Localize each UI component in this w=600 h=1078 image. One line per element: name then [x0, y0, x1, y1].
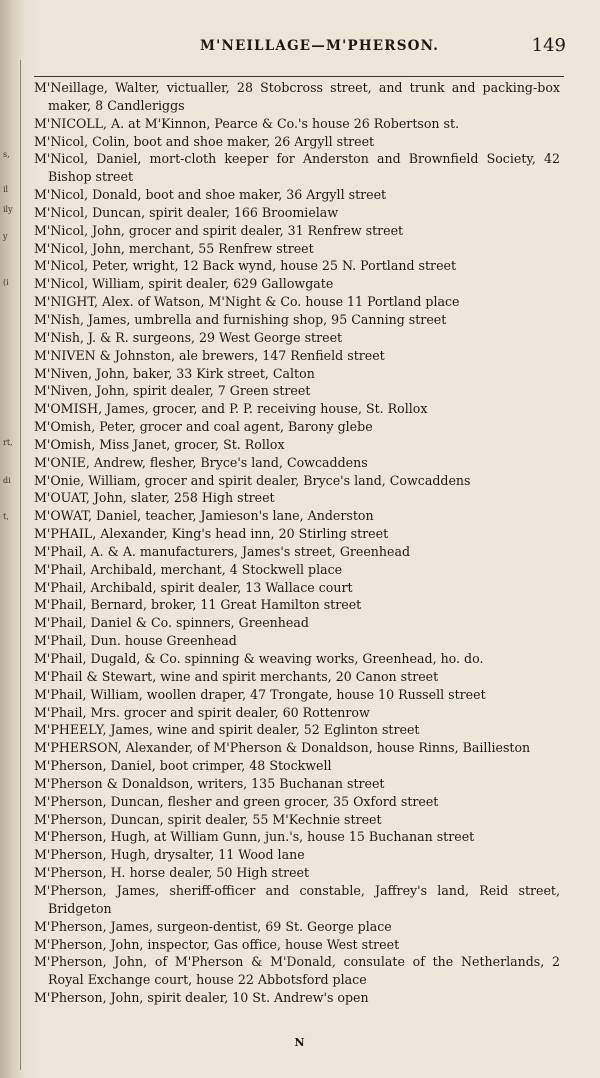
- directory-entry: M'Neillage, Walter, victualler, 28 Stobcross street, and trunk and packing-box maker, 8 Candleriggs: [34, 80, 560, 113]
- directory-entry: M'Omish, Peter, grocer and coal agent, Barony glebe: [34, 419, 373, 435]
- directory-entry: M'PHAIL, Alexander, King's head inn, 20 Stirling street: [34, 526, 389, 542]
- directory-entry: M'NIGHT, Alex. of Watson, M'Night & Co. house 11 Portland place: [34, 294, 460, 310]
- directory-entry: M'Nicol, John, grocer and spirit dealer, 31 Renfrew street: [34, 222, 404, 238]
- page-title: M'NEILLAGE—M'PHERSON.: [200, 38, 440, 54]
- directory-entry: M'Pherson, Duncan, spirit dealer, 55 M'Kechnie street: [34, 811, 382, 827]
- directory-entry: M'Niven, John, baker, 33 Kirk street, Calton: [34, 365, 315, 381]
- gutter-rule: [20, 60, 21, 1070]
- header-rule: [34, 76, 564, 77]
- directory-entry: M'Pherson, Daniel, boot crimper, 48 Stockwell: [34, 758, 332, 774]
- directory-entry: M'Pherson, Hugh, at William Gunn, jun.'s, house 15 Buchanan street: [34, 829, 475, 845]
- directory-entry: M'Pherson, James, surgeon-dentist, 69 St. George place: [34, 918, 392, 934]
- margin-mark: rt,: [3, 438, 13, 447]
- margin-mark: (i: [3, 278, 9, 287]
- directory-entry: M'Phail, William, woollen draper, 47 Trongate, house 10 Russell street: [34, 686, 486, 702]
- signature-mark: N: [294, 1036, 306, 1049]
- directory-entry: M'Niven, John, spirit dealer, 7 Green street: [34, 383, 311, 399]
- book-gutter: [0, 0, 24, 1078]
- directory-entry: M'Phail, Dun. house Greenhead: [34, 633, 237, 649]
- margin-mark: t,: [3, 512, 9, 521]
- directory-entry: M'OUAT, John, slater, 258 High street: [34, 490, 275, 506]
- margin-mark: il: [3, 185, 9, 194]
- directory-entry: M'Pherson, John, spirit dealer, 10 St. Andrew's open: [34, 990, 369, 1006]
- margin-mark: di: [3, 476, 11, 485]
- directory-entry: M'PHERSON, Alexander, of M'Pherson & Donaldson, house Rinns, Baillieston: [34, 740, 531, 756]
- directory-entry: M'Nicol, Duncan, spirit dealer, 166 Broomielaw: [34, 204, 339, 220]
- directory-entries: [34, 79, 560, 1007]
- directory-entry: M'Phail, Daniel & Co. spinners, Greenhead: [34, 615, 309, 631]
- directory-entry: M'Phail, Archibald, merchant, 4 Stockwell place: [34, 561, 343, 577]
- directory-entry: M'Nicol, Daniel, mort-cloth keeper for Anderston and Brownfield Society, 42 Bishop street: [34, 151, 560, 185]
- directory-entry: M'Pherson, James, sheriff-officer and constable, Jaffrey's land, Reid street, Bridgeton: [34, 882, 560, 916]
- directory-entry: M'Pherson, John, inspector, Gas office, house West street: [34, 936, 400, 952]
- directory-entry: M'Phail, Dugald, & Co. spinning & weaving works, Greenhead, ho. do.: [34, 651, 484, 666]
- directory-entry: M'Nicol, Colin, boot and shoe maker, 26 Argyll street: [34, 133, 375, 149]
- page-number: 149: [531, 35, 566, 56]
- directory-entry: M'OWAT, Daniel, teacher, Jamieson's lane, Anderston: [34, 508, 374, 524]
- directory-entry: M'Nicol, William, spirit dealer, 629 Gallowgate: [34, 276, 334, 292]
- directory-entry: M'Phail, Bernard, broker, 11 Great Hamilton street: [34, 597, 362, 613]
- directory-entry: M'Pherson & Donaldson, writers, 135 Buchanan street: [34, 775, 385, 791]
- directory-entry: M'Nicol, Peter, wright, 12 Back wynd, house 25 N. Portland street: [34, 258, 457, 274]
- directory-entry: M'Pherson, Hugh, drysalter, 11 Wood lane: [34, 847, 305, 863]
- directory-entry: M'Phail & Stewart, wine and spirit merchants, 20 Canon street: [34, 668, 439, 684]
- margin-mark: ily: [3, 205, 13, 214]
- directory-entry: M'Phail, Mrs. grocer and spirit dealer, 60 Rottenrow: [34, 704, 370, 720]
- directory-entry: M'Omish, Miss Janet, grocer, St. Rollox: [34, 436, 285, 452]
- directory-entry: M'Phail, Archibald, spirit dealer, 13 Wallace court: [34, 579, 353, 595]
- margin-mark: s,: [3, 150, 10, 159]
- directory-entry: M'Nish, J. & R. surgeons, 29 West George street: [34, 329, 343, 345]
- directory-entry: M'Nicol, Donald, boot and shoe maker, 36 Argyll street: [34, 187, 387, 203]
- directory-entry: M'Pherson, John, of M'Pherson & M'Donald, consulate of the Netherlands, 2 Royal Exchange court, house 22 Abbotsford place: [34, 954, 560, 988]
- page-header: [30, 34, 570, 58]
- margin-mark: y: [3, 232, 8, 241]
- directory-entry: M'Pherson, H. horse dealer, 50 High street: [34, 865, 310, 881]
- directory-entry: M'Phail, A. & A. manufacturers, James's street, Greenhead: [34, 543, 411, 559]
- directory-entry: M'Nish, James, umbrella and furnishing shop, 95 Canning street: [34, 311, 447, 327]
- directory-entry: M'OMISH, James, grocer, and P. P. receiving house, St. Rollox: [34, 401, 428, 417]
- directory-entry: M'Pherson, Duncan, flesher and green grocer, 35 Oxford street: [34, 793, 439, 809]
- directory-entry: M'PHEELY, James, wine and spirit dealer, 52 Eglinton street: [34, 722, 420, 738]
- directory-entry: M'Onie, William, grocer and spirit dealer, Bryce's land, Cowcaddens: [34, 472, 471, 488]
- directory-entry: M'NICOLL, A. at M'Kinnon, Pearce & Co.'s house 26 Robertson st.: [34, 115, 460, 131]
- directory-entry: M'NIVEN & Johnston, ale brewers, 147 Renfield street: [34, 347, 385, 363]
- directory-entry: M'Nicol, John, merchant, 55 Renfrew street: [34, 240, 314, 256]
- directory-entry: M'ONIE, Andrew, flesher, Bryce's land, Cowcaddens: [34, 454, 368, 470]
